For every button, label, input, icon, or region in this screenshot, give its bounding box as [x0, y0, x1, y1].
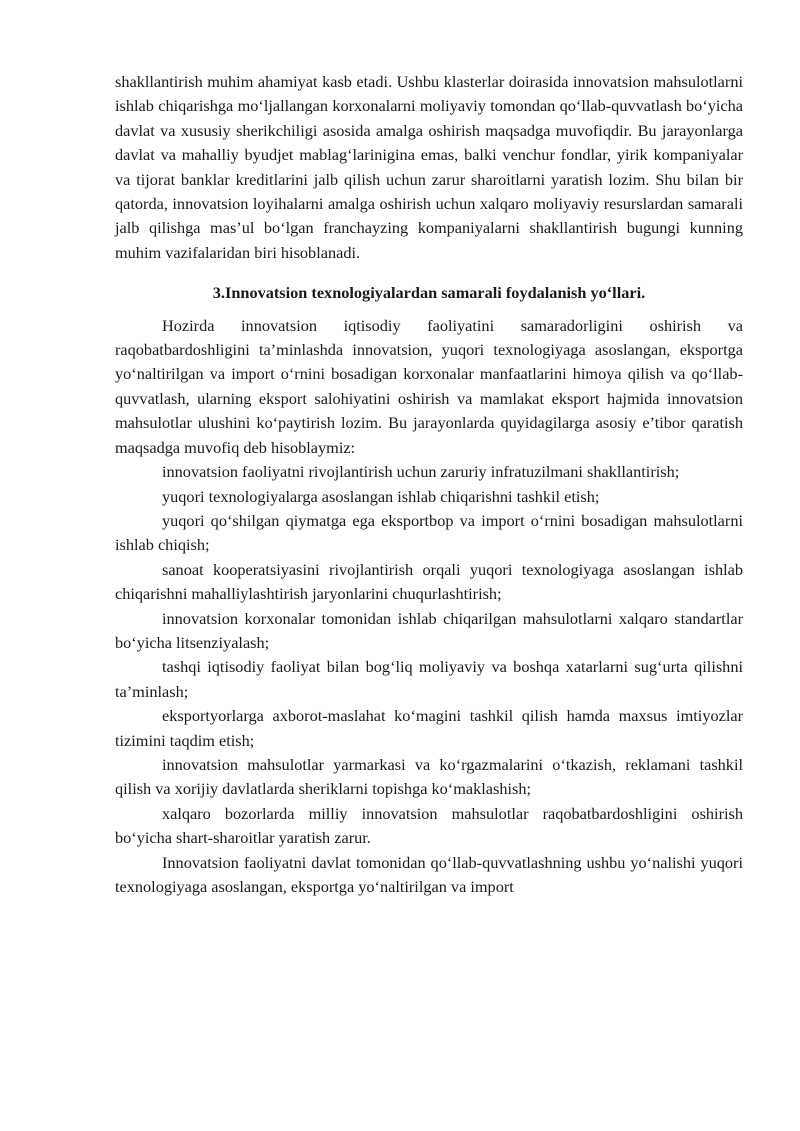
list-item: sanoat kooperatsiyasini rivojlantirish orqali yuqori texnologiyaga asoslangan ishlab chiqarishni mahalliylashtirish jaryonlarini chuqurlashtirish;	[115, 559, 743, 604]
section-heading: 3.Innovatsion texnologiyalardan samarali foydalanish yo‘llari.	[212, 283, 646, 303]
list-item: yuqori qo‘shilgan qiymatga ega eksportbop va import o‘rnini bosadigan mahsulotlarni ishlab chiqish;	[115, 510, 743, 555]
list-item: innovatsion mahsulotlar yarmarkasi va ko‘rgazmalarini o‘tkazish, reklamani tashkil qilish va xorijiy davlatlarda sheriklarni topishga ko‘maklashish;	[115, 754, 743, 799]
paragraph-intro: shakllantirish muhim ahamiyat kasb etadi. Ushbu klasterlar doirasida innovatsion mahsulotlarni ishlab chiqarishga mo‘ljallangan korxonalarni moliyaviy tomondan qo‘llab-quvvatlash bo‘yicha davlat va xususiy sherikchiligi asosida amalga oshirish maqsadga muvofiqdir. Bu jarayonlarga davlat va mahalliy byudjet mablag‘larinigina emas, balki venchur fondlar, yirik kompaniyalar va tijorat banklar kreditlarini jalb qilish uchun zarur sharoitlarni yaratish lozim. Shu bilan bir qatorda, innovatsion loyihalarni amalga oshirish uchun xalqaro moliyaviy resurslardan samarali jalb qilishga mas’ul bo‘lgan franchayzing kompaniyalarni shakllantirish bugungi kunning muhim vazifalaridan biri hisoblanadi.	[115, 72, 743, 262]
list-item: tashqi iqtisodiy faoliyat bilan bog‘liq moliyaviy va boshqa xatarlarni sug‘urta qilishni ta’minlash;	[115, 657, 743, 701]
list-item: xalqaro bozorlarda milliy innovatsion mahsulotlar raqobatbardoshligini oshirish bo‘yicha shart-sharoitlar yaratish zarur.	[115, 803, 743, 848]
list-item: yuqori texnologiyalarga asoslangan ishlab chiqarishni tashkil etish;	[162, 486, 600, 506]
list-item: innovatsion korxonalar tomonidan ishlab chiqarilgan mahsulotlarni xalqaro standartlar bo‘yicha litsenziyalash;	[115, 608, 743, 652]
paragraph-closing: Innovatsion faoliyatni davlat tomonidan qo‘llab-quvvatlashning ushbu yo‘nalishi yuqori texnologiyaga asoslangan, eksportga yo‘naltirilgan va import	[115, 852, 743, 896]
list-item: innovatsion faoliyatni rivojlantirish uchun zaruriy infratuzilmani shakllantirish;	[162, 462, 680, 482]
list-item: eksportyorlarga axborot-maslahat ko‘magini tashkil qilish hamda maxsus imtiyozlar tizimini taqdim etish;	[115, 706, 743, 750]
paragraph-section-intro: Hozirda innovatsion iqtisodiy faoliyatini samaradorligini oshirish va raqobatbardoshligini ta’minlashda innovatsion, yuqori texnologiyaga asoslangan, eksportga yo‘naltirilgan va import o‘rnini bosadigan korxonalar manfaatlarini himoya qilish va qo‘llab-quvvatlash, ularning eksport salohiyatini oshirish va mamlakat eksport hajmida innovatsion mahsulotlar ulushini ko‘paytirish lozim. Bu jarayonlarda quyidagilarga asosiy e’tibor qaratish maqsadga muvofiq deb hisoblaymiz:	[115, 315, 743, 457]
document-page	[115, 70, 743, 899]
